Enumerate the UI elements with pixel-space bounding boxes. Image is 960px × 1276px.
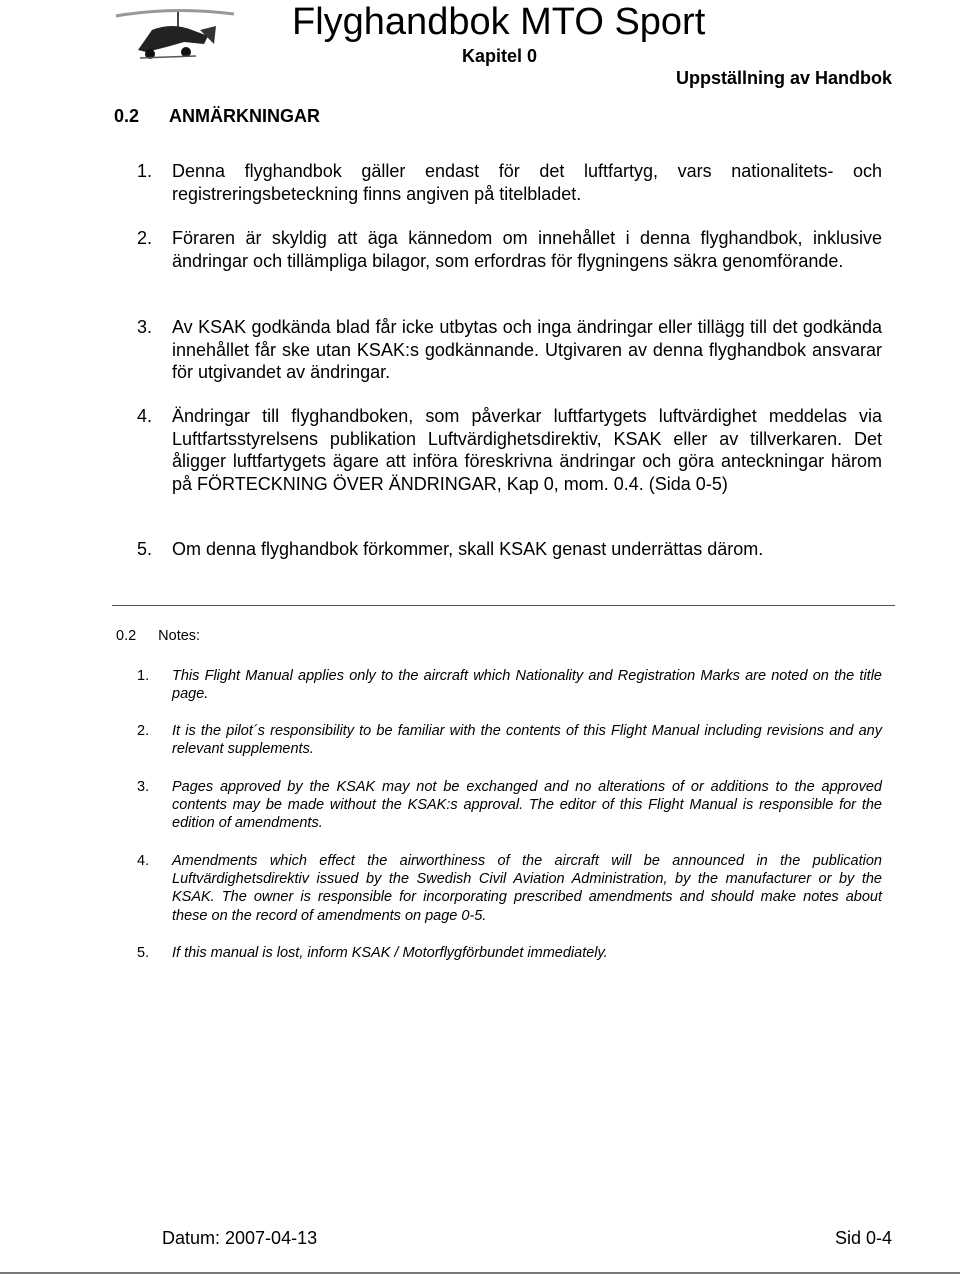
section-divider [112, 605, 895, 606]
remark-text: Om denna flyghandbok förkommer, skall KSAK genast underrättas därom. [172, 539, 764, 559]
document-title: Flyghandbok MTO Sport [292, 1, 706, 43]
notes-number: 0.2 [116, 628, 137, 644]
note-number: 1. [137, 668, 150, 684]
chapter-label: Kapitel 0 [462, 46, 538, 66]
remark-text: Av KSAK godkända blad får icke utbytas och inga ändringar eller tillägg till det godkända innehållet får ske utan KSAK:s godkännande. Utgivaren av denna flyghandbok ansvarar för utgivandet av ändringar. [172, 317, 882, 383]
remark-number: 5. [137, 539, 153, 559]
remark-text: Ändringar till flyghandboken, som påverkar luftfartygets luftvärdighet meddelas via Luftfartsstyrelsens publikation Luftvärdighetsdirektiv, KSAK eller av tillverkaren. Det åligger luftfartygets ägare att införa föreskrivna ändringar och göra anteckningar härom på FÖRTECKNING ÖVER ÄNDRINGAR, Kap 0, mom. 0.4. (Sida 0-5) [172, 406, 882, 494]
note-number: 3. [137, 779, 150, 795]
note-text: If this manual is lost, inform KSAK / Motorflygförbundet immediately. [172, 945, 608, 961]
note-text: Amendments which effect the airworthiness of the aircraft will be announced in the publication Luftvärdighetsdirektiv issued by the Swedish Civil Aviation Administration, by the manufacturer or by the KSAK. The owner is responsible for incorporating prescribed amendments and should make notes about these on the record of amendments on page 0-5. [172, 853, 882, 924]
section-name: ANMÄRKNINGAR [169, 106, 321, 126]
note-number: 5. [137, 945, 150, 961]
notes-title: Notes: [158, 628, 201, 644]
footer-date: Datum: 2007-04-13 [162, 1228, 318, 1248]
gyrocopter-logo [112, 0, 238, 64]
remark-number: 1. [137, 161, 153, 181]
remark-text: Föraren är skyldig att äga kännedom om innehållet i denna flyghandbok, inklusive ändringar och tillämpliga bilagor, som erfordras för flygningens säkra genomförande. [172, 228, 882, 271]
remark-number: 2. [137, 228, 153, 248]
note-text: Pages approved by the KSAK may not be exchanged and no alterations of or additions to the approved contents may be made without the KSAK:s approval. The editor of this Flight Manual is responsible for the edition of amendments. [172, 779, 882, 832]
footer-page-number: Sid 0-4 [834, 1228, 892, 1248]
section-heading [114, 106, 320, 127]
note-number: 4. [137, 853, 150, 869]
section-number: 0.2 [114, 106, 140, 126]
section-subtitle: Uppställning av Handbok [675, 68, 892, 88]
note-text: It is the pilot´s responsibility to be familiar with the contents of this Flight Manual including revisions and any relevant supplements. [172, 723, 882, 758]
remark-text: Denna flyghandbok gäller endast för det luftfartyg, vars nationalitets- och registreringsbeteckning finns angiven på titelbladet. [172, 161, 882, 204]
page-bottom-border [0, 1272, 960, 1274]
note-number: 2. [137, 723, 150, 739]
remark-number: 4. [137, 406, 153, 426]
note-text: This Flight Manual applies only to the aircraft which Nationality and Registration Marks are noted on the title page. [172, 668, 882, 703]
notes-heading [116, 628, 200, 644]
remark-number: 3. [137, 317, 153, 337]
